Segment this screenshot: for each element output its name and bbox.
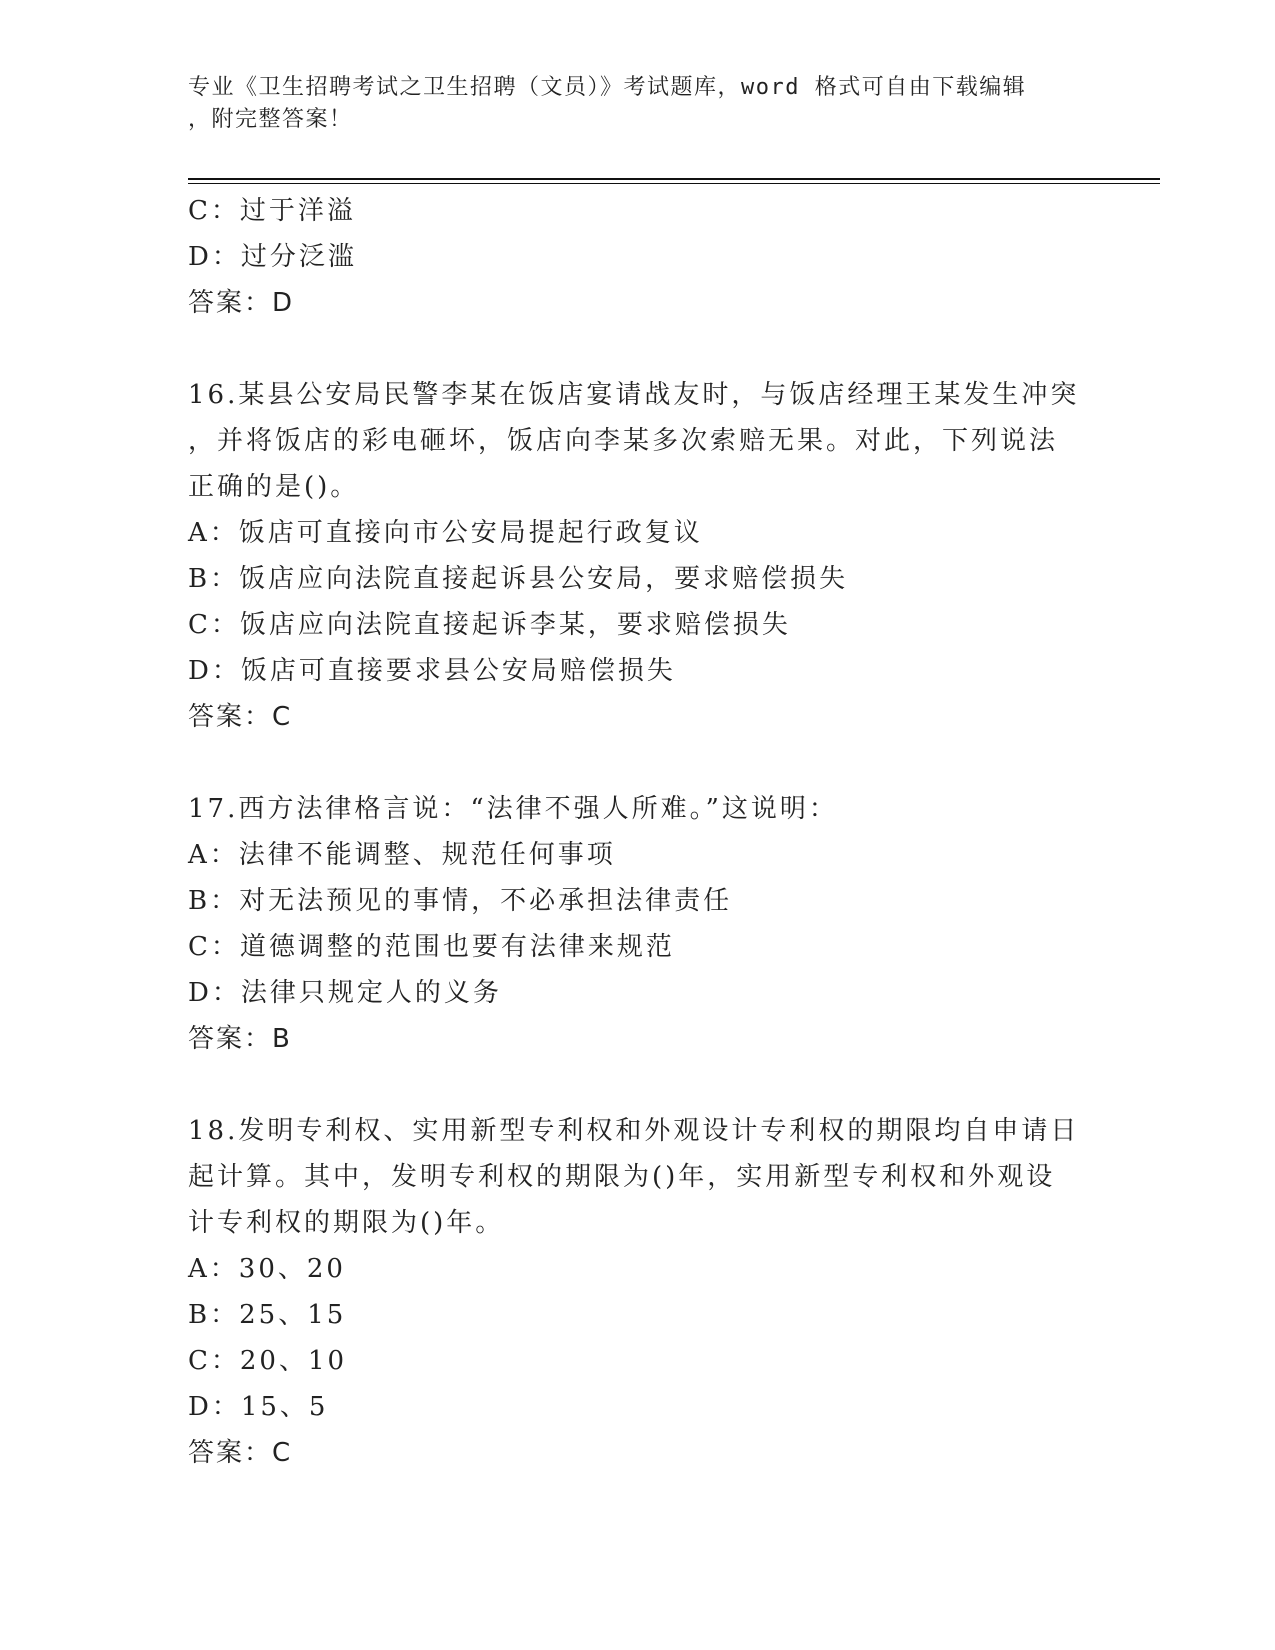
option-d: D：15、5 [188,1392,329,1422]
document-header [188,72,1068,136]
header-line-1: 专业《卫生招聘考试之卫生招聘（文员）》考试题库，word 格式可自由下载编辑 [188,75,1027,100]
stem-line: 起计算。其中，发明专利权的期限为()年，实用新型专利权和外观设 [188,1162,1056,1192]
answer-line: 答案：C [188,702,293,732]
header-rule-thick [188,178,1160,180]
option-b: B：对无法预见的事情，不必承担法律责任 [188,886,733,916]
answer-line: 答案：D [188,288,295,318]
question-stem [188,372,1088,510]
option-c: C：20、10 [188,1346,348,1376]
option-b: B：25、15 [188,1300,347,1330]
question-18 [188,1108,1088,1476]
stem-line: 17.西方法律格言说：“法律不强人所难。”这说明： [188,794,838,824]
question-stem [188,1108,1088,1246]
stem-line: 计专利权的期限为()年。 [188,1208,505,1238]
stem-line: ，并将饭店的彩电砸坏，饭店向李某多次索赔无果。对此，下列说法 [188,426,1059,456]
previous-question-tail [188,188,1088,326]
question-content [188,188,1088,1476]
header-rule-thin [188,183,1160,184]
question-17 [188,786,1088,1062]
option-a: A：法律不能调整、规范任何事项 [188,840,616,870]
option-d: D：法律只规定人的义务 [188,978,502,1008]
question-16 [188,372,1088,740]
option-b: B：饭店应向法院直接起诉县公安局，要求赔偿损失 [188,564,849,594]
stem-line: 正确的是()。 [188,472,360,502]
option-a: A：饭店可直接向市公安局提起行政复议 [188,518,703,548]
option-d: D：过分泛滥 [188,242,357,272]
header-line-2: ，附完整答案！ [188,107,353,132]
option-c: C：过于洋溢 [188,196,356,226]
option-a: A：30、20 [188,1254,346,1284]
question-stem [188,786,1088,832]
answer-line: 答案：B [188,1024,292,1054]
answer-line: 答案：C [188,1438,293,1468]
option-c: C：饭店应向法院直接起诉李某，要求赔偿损失 [188,610,791,640]
stem-line: 16.某县公安局民警李某在饭店宴请战友时，与饭店经理王某发生冲突 [188,380,1080,410]
option-c: C：道德调整的范围也要有法律来规范 [188,932,675,962]
stem-line: 18.发明专利权、实用新型专利权和外观设计专利权的期限均自申请日 [188,1116,1080,1146]
option-d: D：饭店可直接要求县公安局赔偿损失 [188,656,676,686]
